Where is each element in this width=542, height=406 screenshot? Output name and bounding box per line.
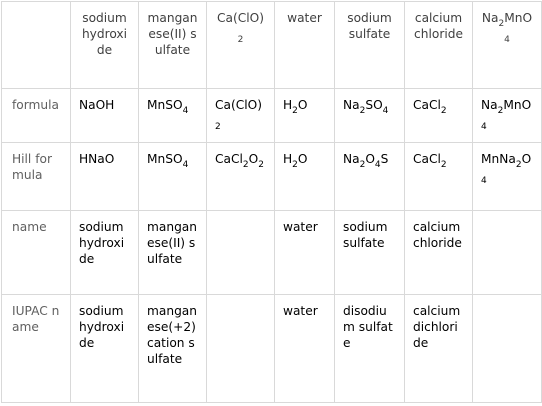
table-cell: NaOH [71,89,139,143]
table-cell: manganese(+2) cation sulfate [139,295,207,403]
column-header-water: water [275,2,335,89]
column-header-manganese-sulfate: manganese(II) sulfate [139,2,207,89]
row-label: name [2,211,71,295]
header-row [2,2,542,89]
table-cell: CaCl$_2$ [405,89,473,143]
compound-comparison-table [1,1,542,403]
table-row-formula [2,89,542,143]
table-cell [473,211,542,295]
table-cell: $H_2O$ [275,143,335,211]
table-cell [207,211,275,295]
table-cell: HNaO [71,143,139,211]
table-cell: MnSO$_4$ [139,89,207,143]
table-cell: $CaCl_2O_2$ [207,143,275,211]
row-label: formula [2,89,71,143]
table-cell: $Na_2SO_4$ [335,89,405,143]
table-cell: calcium chloride [405,211,473,295]
column-header-sodium-sulfate: sodium sulfate [335,2,405,89]
table-cell: $Na_2O_4S$ [335,143,405,211]
column-header-corner [2,2,71,89]
column-header-sodium-manganate: $Na_2MnO_4$ [473,2,542,89]
table-cell: disodium sulfate [335,295,405,403]
table-cell: calcium dichloride [405,295,473,403]
table-cell: manganese(II) sulfate [139,211,207,295]
table-row-name [2,211,542,295]
column-header-calcium-hypochlorite: $Ca(ClO)_2$ [207,2,275,89]
table-cell: $H_2O$ [275,89,335,143]
table-cell: $Ca(ClO)_2$ [207,89,275,143]
row-label: Hill formula [2,143,71,211]
column-header-calcium-chloride: calcium chloride [405,2,473,89]
table-cell: $Na_2MnO_4$ [473,89,542,143]
table-cell: $MnNa_2O_4$ [473,143,542,211]
table-cell: sodium hydroxide [71,211,139,295]
row-label: IUPAC name [2,295,71,403]
table-cell: MnSO$_4$ [139,143,207,211]
table-cell: water [275,295,335,403]
column-header-sodium-hydroxide: sodium hydroxide [71,2,139,89]
table-cell: CaCl$_2$ [405,143,473,211]
table-cell: sodium hydroxide [71,295,139,403]
table-cell: water [275,211,335,295]
table-row-hill-formula [2,143,542,211]
table-row-iupac-name [2,295,542,403]
table-cell [207,295,275,403]
table-cell [473,295,542,403]
table-cell: sodium sulfate [335,211,405,295]
